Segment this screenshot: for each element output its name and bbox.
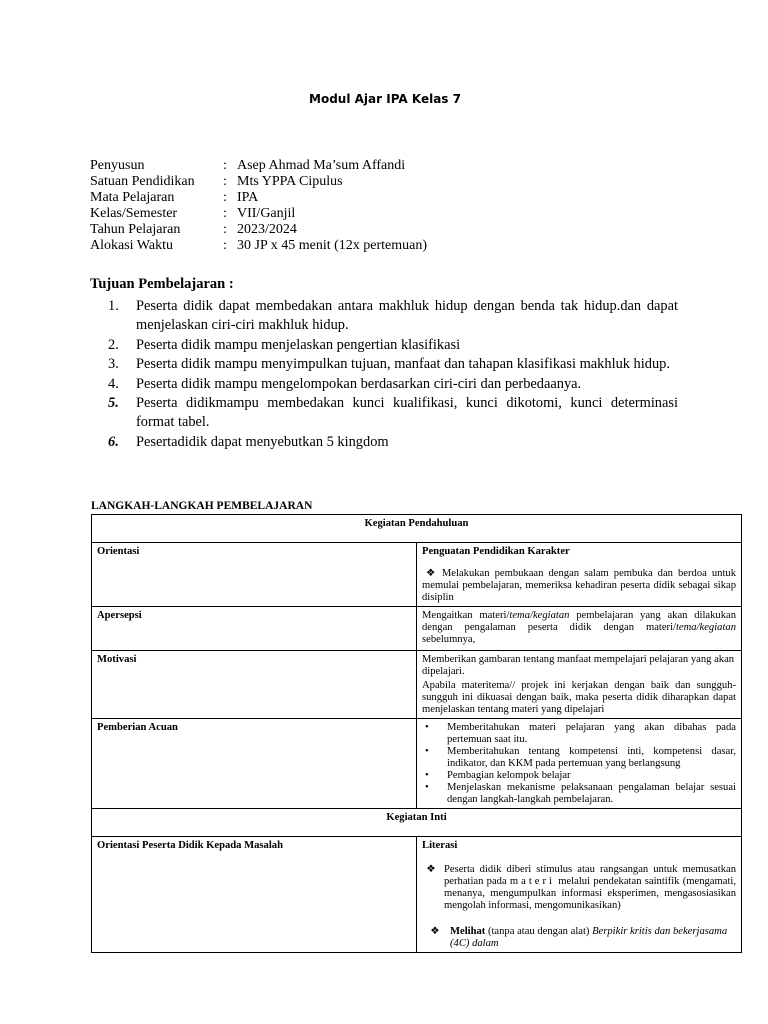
info-row: Penyusun : Asep Ahmad Ma’sum Affandi (90, 158, 406, 173)
list-item: • Menjelaskan mekanisme pelaksanaan pengalaman belajar sesuai dengan langkah-langkah pembelajaran. (422, 782, 736, 806)
list-item: 4. Peserta didik mampu mengelompokan berdasarkan ciri-ciri dan perbedaanya. (108, 375, 582, 392)
bullet-icon: • (425, 722, 429, 733)
motivasi-line: Apabila materitema// projek ini kerjakan dengan baik dan sungguh-sungguh ini dikuasai dengan baik, maka peserta didik diharapkan dapat menjelaskan tentang materi yang dipelajari (422, 680, 736, 715)
table-row (92, 651, 742, 719)
list-item: 2. Peserta didik mampu menjelaskan pengertian klasifikasi (108, 336, 461, 353)
list-item: 5. Peserta didikmampu membedakan kunci kualifikasi, kunci dikotomi, kunci determinasi format tabel. (108, 395, 678, 431)
diamond-bullet-icon: ❖ (426, 864, 436, 875)
info-row: Kelas/Semester : VII/Ganjil (90, 206, 296, 221)
row-label-pemberian-acuan: Pemberian Acuan (92, 719, 417, 809)
motivasi-line: Memberikan gambaran tentang manfaat mempelajari pelajaran yang akan dipelajari. (422, 654, 735, 677)
info-row: Mata Pelajaran : IPA (90, 190, 259, 205)
langkah-heading: LANGKAH-LANGKAH PEMBELAJARAN (91, 500, 313, 512)
melihat-item: ❖ Melihat (tanpa atau dengan alat) Berpikir kritis dan bekerjasama (4C) dalam (422, 926, 736, 950)
learning-steps-table (91, 514, 742, 953)
bullet-icon: • (425, 746, 429, 757)
document-title: Modul Ajar IPA Kelas 7 (309, 92, 461, 106)
row-label-orientasi-masalah: Orientasi Peserta Didik Kepada Masalah (92, 837, 417, 953)
bullet-icon: • (425, 782, 429, 793)
table-row (92, 543, 742, 607)
literasi-item: ❖ Peserta didik diberi stimulus atau rangsangan untuk memusatkan perhatian pada materi melalui pendekatan saintifik (mengamati, menanya, mengumpulkan informasi eksperimen, mengasosiasikan mengolah informasi, mengomunikasikan) (422, 864, 736, 912)
section-header-inti: Kegiatan Inti (92, 809, 742, 837)
row-label-orientasi: Orientasi (92, 543, 417, 607)
list-item: 1. Peserta didik dapat membedakan antara makhluk hidup dengan benda tak hidup.dan dapat menjelaskan ciri-ciri makhluk hidup. (108, 298, 678, 334)
motivasi-content (417, 651, 742, 719)
row-label-motivasi: Motivasi (92, 651, 417, 719)
diamond-bullet-icon: ❖ (426, 568, 438, 579)
apersepsi-text: Mengaitkan materi/tema/kegiatan pembelajaran yang akan dilakukan dengan pengalaman peserta didik dengan materi/tema/kegiatan sebelumnya, (417, 607, 742, 651)
row-label-apersepsi: Apersepsi (92, 607, 417, 651)
list-item: • Memberitahukan materi pelajaran yang akan dibahas pada pertemuan saat itu. (422, 722, 736, 746)
objectives-list (108, 297, 678, 452)
table-row (92, 809, 742, 837)
info-row: Tahun Pelajaran : 2023/2024 (90, 222, 297, 237)
orientasi-text: ❖ Melakukan pembukaan dengan salam pembuka dan berdoa untuk memulai pembelajaran, memeriksa kehadiran peserta didik sebagai sikap disiplin (422, 568, 736, 603)
info-row: Alokasi Waktu : 30 JP x 45 menit (12x pertemuan) (90, 238, 428, 253)
literasi-heading: Literasi (422, 840, 458, 851)
tujuan-heading: Tujuan Pembelajaran : (90, 276, 234, 292)
list-item: • Memberitahukan tentang kompetensi inti, kompetensi dasar, indikator, dan KKM pada pertemuan yang berlangsung (422, 746, 736, 770)
literasi-content (417, 837, 742, 953)
info-row: Satuan Pendidikan : Mts YPPA Cipulus (90, 174, 343, 189)
diamond-bullet-icon: ❖ (430, 926, 440, 937)
table-row (92, 515, 742, 543)
table-row (92, 719, 742, 809)
bullet-icon: • (425, 770, 429, 781)
orientasi-heading: Penguatan Pendidikan Karakter (422, 546, 570, 557)
list-item: • Pembagian kelompok belajar (422, 770, 736, 782)
acuan-content (417, 719, 742, 809)
section-header-pendahuluan: Kegiatan Pendahuluan (92, 515, 742, 543)
table-row (92, 837, 742, 953)
list-item: 6. Pesertadidik dapat menyebutkan 5 kingdom (108, 433, 389, 450)
orientasi-content (417, 543, 742, 607)
list-item: 3. Peserta didik mampu menyimpulkan tujuan, manfaat dan tahapan klasifikasi makhluk hidup. (108, 356, 670, 373)
table-row (92, 607, 742, 651)
identity-block (90, 158, 427, 254)
